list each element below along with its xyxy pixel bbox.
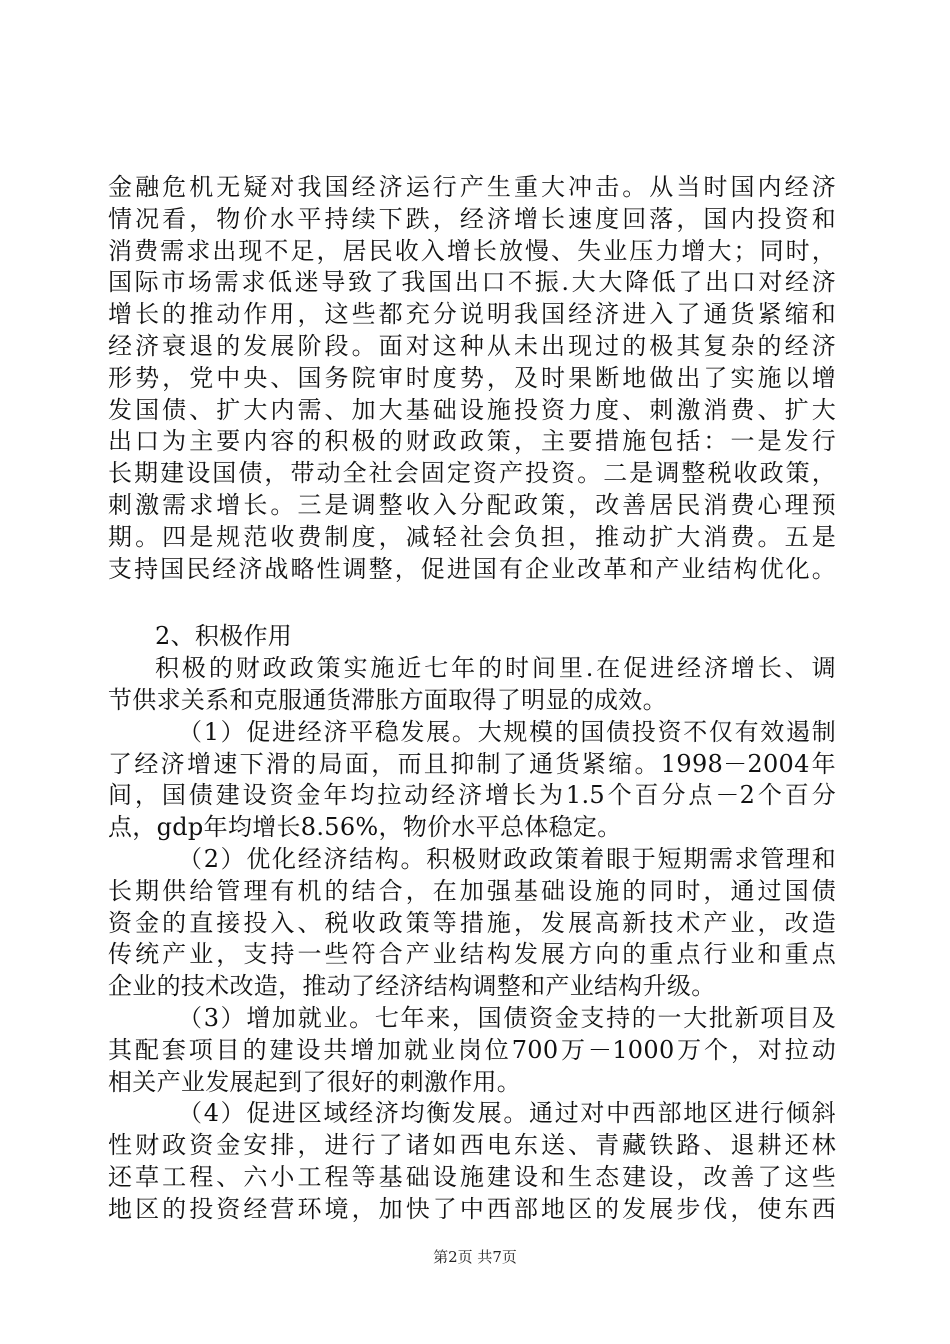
paragraph-summary <box>108 653 836 717</box>
text-line: 还草工程、六小工程等基础设施建设和生态建设，改善了这些 <box>108 1162 836 1191</box>
text-line: 国际市场需求低迷导致了我国出口不振.大大降低了出口对经济 <box>108 268 836 297</box>
paragraph-intro <box>108 172 836 585</box>
text-line: 金融危机无疑对我国经济运行产生重大冲击。从当时国内经济 <box>108 173 836 201</box>
text-line: 其配套项目的建设共增加就业岗位700万－1000万个，对拉动 <box>108 1035 836 1064</box>
item-4 <box>108 1098 836 1225</box>
text-line: 增长的推动作用，这些都充分说明我国经济进入了通货紧缩和 <box>108 300 836 329</box>
text-line: 企业的技术改造，推动了经济结构调整和产业结构升级。 <box>108 972 716 1001</box>
text-line: 节供求关系和克服通货滞胀方面取得了明显的成效。 <box>108 685 667 714</box>
text-line: 积极的财政政策实施近七年的时间里.在促进经济增长、调 <box>155 654 836 683</box>
text-line: 间，国债建设资金年均拉动经济增长为1.5个百分点－2个百分 <box>108 781 836 810</box>
text-line: 发国债、扩大内需、加大基础设施投资力度、刺激消费、扩大 <box>108 395 836 424</box>
text-line: 资金的直接投入、税收政策等措施，发展高新技术产业，改造 <box>108 908 836 937</box>
text-line: 期。四是规范收费制度，减轻社会负担，推动扩大消费。五是 <box>108 522 836 551</box>
text-line: （4）促进区域经济均衡发展。通过对中西部地区进行倾斜 <box>178 1099 836 1128</box>
text-line: 情况看，物价水平持续下跌，经济增长速度回落，国内投资和 <box>108 204 836 233</box>
text-line: 支持国民经济战略性调整，促进国有企业改革和产业结构优化。 <box>108 554 836 583</box>
text-line: 形势，党中央、国务院审时度势，及时果断地做出了实施以增 <box>108 363 836 392</box>
document-body <box>108 172 836 1226</box>
text-line: 了经济增速下滑的局面，而且抑制了通货紧缩。1998－2004年 <box>108 749 836 778</box>
item-2 <box>108 844 836 1003</box>
paragraph-gap <box>108 585 836 621</box>
item-1 <box>108 717 836 844</box>
text-line: 出口为主要内容的积极的财政政策，主要措施包括：一是发行 <box>108 427 836 456</box>
text-line: 长期供给管理有机的结合，在加强基础设施的同时，通过国债 <box>108 876 836 905</box>
item-3 <box>108 1003 836 1098</box>
text-line: （1）促进经济平稳发展。大规模的国债投资不仅有效遏制 <box>178 717 836 746</box>
text-line: 性财政资金安排，进行了诸如西电东送、青藏铁路、退耕还林 <box>108 1131 836 1160</box>
section-heading: 2、积极作用 <box>155 622 293 651</box>
page-number-footer: 第2页 共7页 <box>433 1248 517 1266</box>
text-line: 地区的投资经营环境，加快了中西部地区的发展步伐，使东西 <box>108 1194 836 1223</box>
text-line: 长期建设国债，带动全社会固定资产投资。二是调整税收政策， <box>108 459 836 488</box>
text-line: （3）增加就业。七年来，国债资金支持的一大批新项目及 <box>178 1003 836 1032</box>
text-line: 消费需求出现不足，居民收入增长放慢、失业压力增大；同时， <box>108 236 836 265</box>
text-line: 点，gdp年均增长8.56%，物价水平总体稳定。 <box>108 813 622 842</box>
text-line: （2）优化经济结构。积极财政政策着眼于短期需求管理和 <box>178 844 836 873</box>
text-line: 刺激需求增长。三是调整收入分配政策，改善居民消费心理预 <box>108 490 836 519</box>
text-line: 经济衰退的发展阶段。面对这种从未出现过的极其复杂的经济 <box>108 331 836 360</box>
text-line: 传统产业，支持一些符合产业结构发展方向的重点行业和重点 <box>108 940 836 969</box>
text-line: 相关产业发展起到了很好的刺激作用。 <box>108 1067 522 1096</box>
